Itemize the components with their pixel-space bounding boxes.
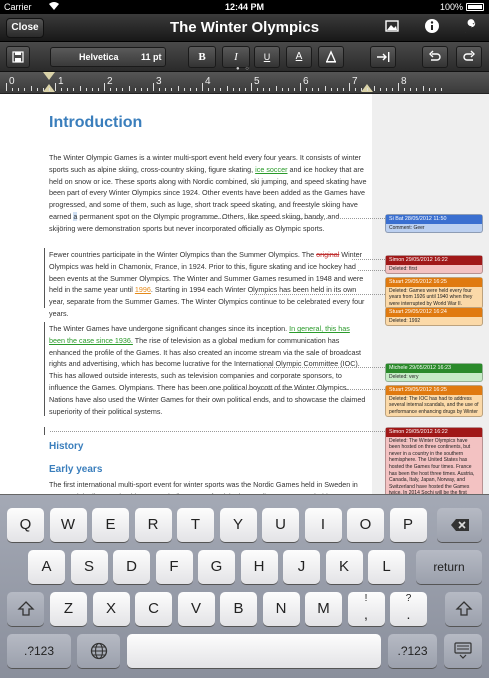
text-run: . Starting in 1994 each Winter Olympics has been held in its own year, separate from the Summer Games. The Winter Olympics continue to be celebrated every four years. — [49, 285, 365, 318]
space-key[interactable] — [127, 634, 381, 668]
title-bar — [0, 14, 489, 42]
ruler-tick — [435, 88, 436, 91]
ruler-tick — [141, 88, 142, 91]
ruler-tick — [337, 88, 338, 91]
ruler-number: 1 — [58, 76, 64, 87]
globe-icon[interactable] — [77, 634, 120, 668]
ruler-tick — [147, 88, 148, 91]
ruler-tick — [18, 88, 19, 91]
comment-leader — [50, 431, 385, 432]
ruler-tick — [43, 88, 44, 91]
ruler-tick — [300, 83, 301, 91]
text-run: permanent spot on the Olympic programme. Others, like speed skiing, bandy, and skijöring were demonstration sports but never incorporated officially as Olympic sports. — [49, 211, 340, 233]
ruler-tick — [282, 88, 283, 91]
ruler-tick — [61, 88, 62, 91]
comment-body: Deleted: The Winter Olympics have been hosted on three continents, but never in a country in the southern hemisphere. The United States has hosted the Games four times. France has been the host three times. Austria, Canada, Italy, Japan, Norway, and Switzerland have hosted the Games — [389, 437, 475, 490]
comment-body: Deleted: very — [389, 373, 419, 380]
ruler-tick — [12, 88, 13, 91]
ruler-number: 0 — [9, 76, 15, 87]
ruler-tick — [331, 88, 332, 91]
ruler-number: 5 — [254, 76, 260, 87]
ruler-tick — [398, 83, 399, 91]
comment-header: Michele 29/05/2012 16:23 — [386, 364, 482, 373]
comment-body: Comment: Geer — [389, 224, 425, 231]
indent-icon[interactable] — [370, 46, 396, 68]
ruler-tick — [110, 88, 111, 91]
comment-bubble[interactable] — [385, 427, 483, 497]
status-bar — [0, 0, 489, 14]
ruler-tick — [312, 88, 313, 91]
ruler-tick — [294, 88, 295, 91]
comment-bubble[interactable] — [385, 214, 483, 233]
italic-button[interactable]: I — [222, 46, 250, 68]
key-period[interactable] — [390, 592, 427, 626]
ruler-tick — [306, 88, 307, 91]
ruler-tick — [67, 88, 68, 91]
paragraph-2[interactable] — [49, 249, 367, 320]
info-icon[interactable] — [421, 18, 443, 38]
key-v[interactable]: V — [178, 592, 215, 626]
ruler-tick — [178, 86, 179, 91]
key-c[interactable]: C — [135, 592, 172, 626]
ruler-tick — [227, 86, 228, 91]
comment-leader — [358, 270, 385, 271]
text-run: The Winter Games have undergone significant changes since its inception. — [49, 324, 290, 333]
change-bar — [44, 427, 45, 435]
key-r[interactable]: R — [135, 508, 172, 542]
comment-leader — [190, 218, 385, 219]
change-bar — [44, 248, 45, 308]
wrench-icon[interactable] — [460, 18, 482, 38]
ruler-tick — [202, 83, 203, 91]
ruler-tick — [73, 88, 74, 91]
first-line-indent-marker[interactable] — [43, 72, 55, 80]
key-a[interactable]: A — [28, 550, 65, 584]
comment-anchor[interactable]: a — [73, 211, 78, 221]
close-button[interactable]: Close — [6, 18, 44, 38]
ruler-tick — [159, 88, 160, 91]
insertion: 1996 — [134, 285, 151, 295]
toolbar-page-indicator: ● ○ — [236, 66, 251, 72]
undo-icon[interactable] — [422, 46, 448, 68]
comment-bubble[interactable] — [385, 255, 483, 274]
text-run: The rise of television as a global medium for communication has enhanced the profile of the Games. It has also created an income stream via the sale of broadcast rights and advertising, which has become — [49, 335, 362, 369]
ruler-tick — [171, 88, 172, 91]
key-u[interactable]: U — [262, 508, 299, 542]
heading-early-years: Early years — [49, 464, 103, 475]
comment-bubble[interactable] — [385, 307, 483, 326]
comment-leader — [352, 259, 385, 260]
heading-history: History — [49, 441, 84, 452]
ruler-number: 4 — [205, 76, 211, 87]
ruler-number: 3 — [156, 76, 162, 87]
ruler-tick — [122, 88, 123, 91]
ruler-tick — [86, 88, 87, 91]
save-icon[interactable] — [6, 46, 30, 68]
ruler-tick — [361, 88, 362, 91]
deletion: original — [316, 250, 340, 259]
ruler-tick — [135, 88, 136, 91]
ruler-tick — [98, 88, 99, 91]
shift-icon[interactable] — [7, 592, 44, 626]
ruler-tick — [80, 86, 81, 91]
ruler[interactable] — [0, 72, 489, 94]
key-n[interactable]: N — [263, 592, 300, 626]
keyboard-dismiss-icon[interactable] — [444, 634, 482, 668]
comment-leader — [250, 294, 385, 295]
numbers-key[interactable]: .?123 — [388, 634, 437, 668]
comment-leader — [200, 389, 385, 390]
text-color-button[interactable]: A — [286, 46, 312, 68]
ruler-tick — [374, 86, 375, 91]
font-size: 11 pt — [141, 52, 162, 62]
ruler-tick — [318, 88, 319, 91]
ruler-tick — [263, 88, 264, 91]
ruler-tick — [153, 83, 154, 91]
ruler-number: 8 — [401, 76, 407, 87]
comment-header: Simon 29/05/2012 16:22 — [386, 428, 482, 437]
text-run: Olympians. There has been one political boycott of the Winter Olympics. Nations have also used the Winter Games for their own political ends, and to showcase the claimed superiority of their political systems. — [49, 382, 366, 416]
key-s[interactable]: S — [71, 550, 108, 584]
insertion: In general, this has been the case since 1936. — [49, 324, 350, 345]
paragraph-4[interactable]: The first international multi-sport event for winter sports was the Nordic Games held in Sweden in — [49, 480, 358, 489]
text-run: Fewer countries participate in the Winter Olympics than the Summer Olympics. The — [49, 250, 317, 259]
ruler-tick — [429, 88, 430, 91]
paragraph-1[interactable] — [49, 152, 367, 235]
ruler-tick — [410, 88, 411, 91]
ruler-tick — [349, 83, 350, 91]
ruler-tick — [104, 83, 105, 91]
text-run: Winter Olympics was held in Chamonix, France, in 1924. Prior to this, figure skating and ice hockey had been events at the Summer Olympics. The — [49, 250, 363, 283]
change-bar — [44, 322, 45, 416]
insertion: ice soccer — [255, 164, 288, 174]
heading-introduction: Introduction — [49, 114, 143, 131]
ruler-tick — [208, 88, 209, 91]
comment-header: Stuart 29/05/2012 16:25 — [386, 386, 482, 395]
ruler-tick — [239, 88, 240, 91]
key-j[interactable]: J — [283, 550, 320, 584]
ruler-tick — [196, 88, 197, 91]
battery-icon — [466, 3, 484, 11]
format-toolbar — [0, 42, 489, 72]
comment-leader — [262, 367, 385, 368]
key-q[interactable]: Q — [7, 508, 44, 542]
ruler-tick — [49, 88, 50, 91]
ruler-tick — [325, 86, 326, 91]
carrier-label: Carrier — [4, 2, 32, 12]
key-x[interactable]: X — [93, 592, 130, 626]
clock: 12:44 PM — [224, 2, 265, 12]
key-f[interactable]: F — [156, 550, 193, 584]
ruler-number: 7 — [352, 76, 358, 87]
comment-bubble[interactable] — [385, 277, 483, 309]
ruler-tick — [24, 88, 25, 91]
ruler-tick — [269, 88, 270, 91]
underline-button[interactable]: U — [254, 46, 280, 68]
key-w[interactable]: W — [50, 508, 87, 542]
key-k[interactable]: K — [326, 550, 363, 584]
ruler-tick — [288, 88, 289, 91]
ruler-tick — [380, 88, 381, 91]
comment-body: Deleted: Games were held every four years from 1926 until 1940 when they were interrupted by World War II. — [389, 287, 473, 307]
key-i[interactable]: I — [305, 508, 342, 542]
key-label: , — [364, 606, 368, 622]
ruler-number: 6 — [303, 76, 309, 87]
ruler-tick — [404, 88, 405, 91]
ruler-number: 2 — [107, 76, 113, 87]
ruler-tick — [276, 86, 277, 91]
ruler-tick — [233, 88, 234, 91]
image-icon[interactable] — [381, 18, 403, 38]
font-name: Helvetica — [79, 52, 119, 62]
ruler-tick — [386, 88, 387, 91]
ruler-tick — [392, 88, 393, 91]
numbers-key[interactable]: .?123 — [7, 634, 71, 668]
onscreen-keyboard — [0, 494, 489, 678]
text-run: and ice hockey that are held on snow or ice. These sports along with Nordic combined, ski jumping, and speed skating have been part of every Winter Olympics since 1924. Other events have been added as the Games have progressed, and some of them, such as luge, short track speed skating, and freestyle skiing have earned — [49, 164, 367, 221]
document-title: The Winter Olympics — [169, 19, 320, 36]
key-e[interactable]: E — [92, 508, 129, 542]
ruler-tick — [129, 86, 130, 91]
ruler-tick — [116, 88, 117, 91]
key-p[interactable]: P — [390, 508, 427, 542]
key-d[interactable]: D — [113, 550, 150, 584]
key-alt-label: ? — [405, 593, 412, 604]
comment-body: Deleted: The IOC has had to address several internal scandals, and the use of performance enhancing drugs by Winter — [389, 395, 479, 415]
key-l[interactable]: L — [368, 550, 405, 584]
comment-body: Deleted: 1992 — [389, 317, 421, 324]
key-o[interactable]: O — [347, 508, 384, 542]
key-comma[interactable] — [348, 592, 385, 626]
ruler-tick — [416, 88, 417, 91]
return-key[interactable]: return — [416, 550, 482, 584]
bold-button[interactable]: B — [188, 46, 216, 68]
key-g[interactable]: G — [198, 550, 235, 584]
ruler-tick — [367, 88, 368, 91]
ruler-tick — [423, 86, 424, 91]
ruler-tick — [184, 88, 185, 91]
ruler-tick — [441, 88, 442, 91]
comment-bubble[interactable] — [385, 363, 483, 382]
key-t[interactable]: T — [177, 508, 214, 542]
ruler-tick — [190, 88, 191, 91]
ruler-tick — [55, 83, 56, 91]
paragraph-3[interactable] — [49, 323, 367, 417]
key-alt-label: ! — [364, 593, 368, 604]
ruler-tick — [37, 88, 38, 91]
ruler-tick — [251, 83, 252, 91]
battery-percent: 100% — [439, 2, 463, 12]
ruler-tick — [31, 86, 32, 91]
ruler-tick — [214, 88, 215, 91]
comment-bubble[interactable] — [385, 385, 483, 417]
text-run: The Winter Olympic Games is a winter multi-sport event held every four years. It consists of winter sports such as alpine skiing, cross-country skiing, figure skating, — [49, 153, 361, 174]
key-b[interactable]: B — [220, 592, 257, 626]
document-page[interactable] — [0, 94, 489, 494]
ruler-tick — [220, 88, 221, 91]
key-h[interactable]: H — [241, 550, 278, 584]
text-highlight-icon[interactable] — [318, 46, 344, 68]
key-m[interactable]: M — [305, 592, 342, 626]
key-label: . — [406, 606, 411, 622]
comment-header: Si Bat 28/05/2012 11:50 — [386, 215, 482, 224]
text-run: lucrative for the International Olympic Committee (IOC). This has allowed outside interests, such as television companies and corporate sponsors, to influence the Games. — [49, 359, 360, 392]
backspace-icon[interactable] — [437, 508, 482, 542]
comment-header: Stuart 29/05/2012 16:24 — [386, 308, 482, 317]
ruler-tick — [6, 83, 7, 91]
comment-body: Deleted: first — [389, 265, 418, 272]
redo-icon[interactable] — [456, 46, 482, 68]
comment-header: Stuart 29/05/2012 16:25 — [386, 278, 482, 287]
comment-header: Simon 29/05/2012 16:22 — [386, 256, 482, 265]
shift-icon[interactable] — [445, 592, 482, 626]
ruler-tick — [165, 88, 166, 91]
ruler-tick — [245, 88, 246, 91]
text-run: Winter and Summer Games resumed in 1948 and were held in the same year until — [49, 273, 364, 295]
ruler-tick — [355, 88, 356, 91]
key-y[interactable]: Y — [220, 508, 257, 542]
font-selector[interactable] — [50, 47, 166, 67]
key-z[interactable]: Z — [50, 592, 87, 626]
ruler-tick — [92, 88, 93, 91]
ruler-tick — [343, 88, 344, 91]
ruler-tick — [257, 88, 258, 91]
